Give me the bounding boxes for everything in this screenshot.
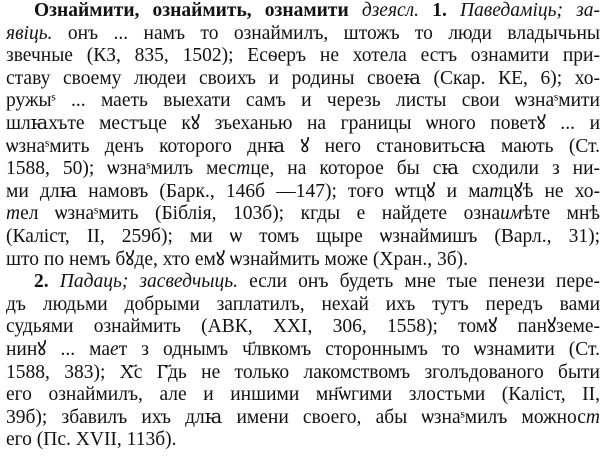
body-text: што по немъ бꙋде, хто емꙋ ѡзнаймить може (Хран., 3б). bbox=[6, 248, 468, 270]
text-line bbox=[6, 294, 600, 317]
body-text: его (Пс. XVII, 113б). bbox=[6, 429, 177, 451]
text-line bbox=[6, 429, 600, 452]
body-text: онъ ... намъ то ознаймилъ, штожъ то люди владычьны bbox=[52, 22, 600, 44]
body-text: его ознаймилъ, але и иншими мн҃ѡгими злостьми (Каліст, II, bbox=[6, 384, 600, 406]
text-line bbox=[6, 226, 600, 249]
headword-text: Ознаймити, ознаймить, ознамити bbox=[34, 0, 362, 21]
text-line bbox=[6, 23, 600, 46]
text-line bbox=[6, 249, 600, 272]
headword-text: 1. bbox=[419, 0, 460, 21]
body-text: если онъ будеть мне тые пенези пере- bbox=[237, 271, 600, 293]
body-text: ставу своему людеи своихъ и родины своеꙗ (Скар. КЕ, 6); хо- bbox=[6, 67, 600, 89]
body-text: судьями ознаймить (АВК, XXI, 306, 1558); томꙋ панꙋземе- bbox=[6, 316, 600, 338]
italic-text: дзеясл. bbox=[361, 0, 420, 21]
text-line bbox=[6, 0, 600, 23]
italic-text: т bbox=[489, 180, 504, 202]
body-text: ѡзнаˢмить денъ которого днꙗ ꙋ него становитьсꙗ мають (Ст. bbox=[6, 135, 600, 157]
text-line bbox=[6, 271, 600, 294]
text-line bbox=[6, 181, 600, 204]
text-line bbox=[6, 407, 600, 430]
body-text: цꙋ bbox=[503, 180, 523, 202]
body-text: 39б); збавилъ ихъ длꙗ имени своего, абы ѡзнаˢмилъ можнос bbox=[6, 406, 586, 428]
body-text: ѣте мнѣ bbox=[522, 203, 600, 225]
italic-text: т bbox=[585, 406, 600, 428]
text-line bbox=[6, 113, 600, 136]
text-line bbox=[6, 316, 600, 339]
body-text: звечные (КЗ, 835, 1502); Есѳеръ не хотела естъ ознамити при- bbox=[6, 45, 600, 67]
text-line bbox=[6, 136, 600, 159]
dictionary-entry bbox=[6, 0, 600, 452]
body-text: ел ѡзнаˢмить (Біблія, 103б); кгды е найдете озна bbox=[20, 203, 501, 225]
body-text: 1588, 50); ѡзнаˢмилъ мес bbox=[6, 158, 237, 180]
body-text: 1588, 383); Х҃с Г҃дь не только лакомствомъ зголъдованого быти bbox=[6, 361, 600, 383]
body-text: шлꙗхъте местъце кꙋ зъеханью на границы ѡного поветꙋ ... и bbox=[6, 112, 600, 134]
italic-text: Паведаміць; за- bbox=[459, 0, 600, 21]
italic-text: им bbox=[500, 203, 523, 225]
body-text: т з однымъ ч҃лвкомъ стороннымъ то ѡзнамити (Ст. bbox=[118, 338, 600, 360]
italic-text: е bbox=[110, 338, 119, 360]
body-text: це, на которое бы сꙗ сходили з ни- bbox=[250, 158, 600, 180]
text-line bbox=[6, 339, 600, 362]
body-text: ружыˢ ... маеть выехати самъ и черезь листы свои ѡзнаˢмити bbox=[6, 90, 600, 112]
text-line bbox=[6, 384, 600, 407]
text-line bbox=[6, 45, 600, 68]
italic-text: Падаць; засведчыць. bbox=[59, 271, 238, 293]
body-text: ѣ не хо- bbox=[522, 180, 600, 202]
text-line bbox=[6, 362, 600, 385]
italic-text: явіць. bbox=[6, 22, 53, 44]
body-text: ми длꙗ намовъ (Барк., 146б —147); тоғо ѡтцꙋ и ма bbox=[6, 180, 490, 202]
italic-text: т bbox=[6, 203, 21, 225]
text-line bbox=[6, 158, 600, 181]
headword-text: 2. bbox=[34, 271, 60, 293]
text-line bbox=[6, 68, 600, 91]
body-text: (Каліст, II, 259б); ми ѡ томъ щыре ѡзнаймишъ (Варл., 31); bbox=[6, 225, 600, 247]
text-line bbox=[6, 90, 600, 113]
text-line bbox=[6, 203, 600, 226]
body-text: дъ людьми добрыми заплатилъ, нехай ихъ тутъ передъ вами bbox=[6, 293, 600, 315]
italic-text: т bbox=[236, 158, 251, 180]
body-text: нинꙋ ... ма bbox=[6, 338, 111, 360]
